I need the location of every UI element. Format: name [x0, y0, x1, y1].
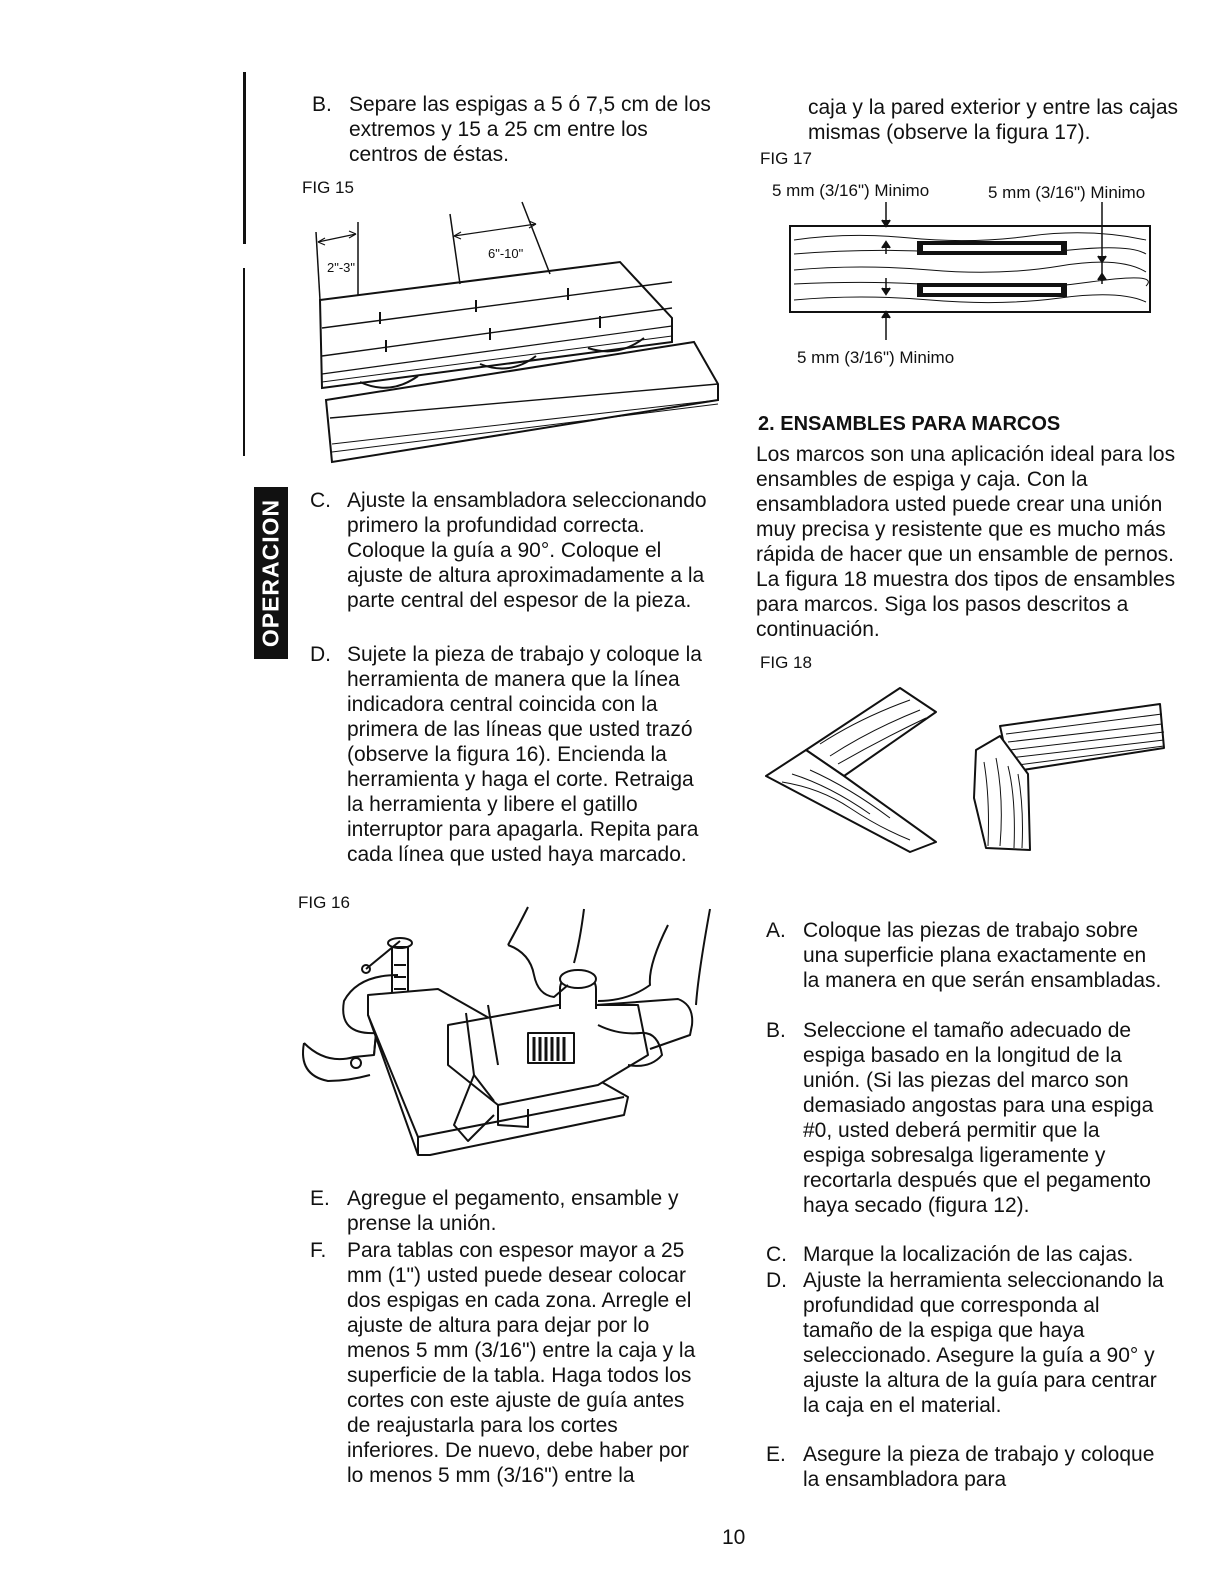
right-item-a: [766, 918, 1166, 993]
fig15-label: FIG 15: [302, 178, 354, 197]
fig15-dimension-centers: 6"-10": [488, 246, 524, 261]
fig18-label: FIG 18: [760, 653, 812, 672]
left-item-b: [312, 92, 712, 167]
item-text: Ajuste la herramienta seleccionando la profundidad que corresponda al tamaño de la espiga que haya seleccionado. Asegure la guía a 90° y ajuste la altura de la guía para centrar la caja en el material.: [803, 1269, 1164, 1417]
right-continued-text: caja y la pared exterior y entre las cajas mismas (observe la figura 17).: [808, 96, 1179, 144]
fig18-illustration: [760, 678, 1170, 858]
margin-bar-middle: [243, 268, 245, 456]
fig16-label: FIG 16: [298, 893, 350, 912]
left-item-d: [310, 642, 710, 867]
right-item-d: [766, 1268, 1166, 1418]
item-text: Seleccione el tamaño adecuado de espiga basado en la longitud de la unión. (Si las piezas del marco son demasiado angostas para una espiga #0, usted deberá permitir que la espiga sobresalga ligeramente y recortarla después que el pegamento haya secado (figura 12).: [803, 1019, 1154, 1217]
left-item-e: [310, 1186, 710, 1236]
side-tab-label: OPERACION: [257, 498, 284, 648]
fig17-dimension-top-left: 5 mm (3/16") Minimo: [772, 181, 930, 200]
item-letter: B.: [766, 1019, 786, 1042]
left-item-f: [310, 1238, 710, 1488]
item-text: Para tablas con espesor mayor a 25 mm (1") usted puede desear colocar dos espigas en cada zona. Arregle el ajuste de altura para dejar por lo menos 5 mm (3/16") entre la caja y la superficie de la tabla. Haga todos los cortes con este ajuste de guía antes de reajustarla para los cortes inferiores. De nuevo, debe haber por lo menos 5 mm (3/16") entre la: [347, 1239, 696, 1487]
item-letter: E.: [766, 1443, 786, 1466]
item-text: Sujete la pieza de trabajo y coloque la herramienta de manera que la línea indicadora central coincida con la primera de las líneas que usted trazó (observe la figura 16). Encienda la herramienta y haga el corte. Retraiga la herramienta y libere el gatillo interruptor para apagarla. Repita para cada línea que usted haya marcado.: [347, 643, 702, 866]
item-letter: C.: [310, 489, 331, 512]
fig16-illustration: [298, 905, 718, 1175]
item-text: Ajuste la ensambladora seleccionando primero la profundidad correcta. Coloque la guía a 90°. Coloque el ajuste de altura aproximadamente a la parte central del espesor de la pieza.: [347, 489, 707, 612]
fig17-dimension-top-right: 5 mm (3/16") Minimo: [988, 183, 1146, 202]
right-item-e: [766, 1442, 1166, 1492]
operacion-side-tab: [254, 487, 288, 659]
item-text: Agregue el pegamento, ensamble y prense la unión.: [347, 1187, 679, 1235]
item-letter: E.: [310, 1187, 330, 1210]
item-text: Marque la localización de las cajas.: [803, 1243, 1134, 1266]
section-intro: Los marcos son una aplicación ideal para los ensambles de espiga y caja. Con la ensambladora usted puede crear una unión muy precisa y resistente que es mucho más rápida de hacer que un ensamble de pernos. La figura 18 muestra dos tipos de ensambles para marcos. Siga los pasos descritos a continuación.: [756, 443, 1176, 641]
margin-bar-top: [243, 72, 246, 244]
item-letter: A.: [766, 919, 786, 942]
item-text: Coloque las piezas de trabajo sobre una superficie plana exactamente en la manera en que serán ensambladas.: [803, 919, 1162, 992]
fig17-dimension-bottom: 5 mm (3/16") Minimo: [797, 348, 955, 367]
fig15-dimension-ends: 2"-3": [327, 260, 356, 275]
item-letter: C.: [766, 1243, 787, 1266]
right-item-b: [766, 1018, 1166, 1218]
item-letter: D.: [310, 643, 331, 666]
fig17-illustration: [770, 200, 1170, 340]
item-letter: B.: [312, 93, 332, 116]
left-item-c: [310, 488, 710, 613]
item-letter: D.: [766, 1269, 787, 1292]
item-letter: F.: [310, 1239, 327, 1262]
right-item-c: [766, 1242, 1166, 1267]
item-text: Separe las espigas a 5 ó 7,5 cm de los extremos y 15 a 25 cm entre los centros de éstas.: [349, 93, 711, 166]
page-number: 10: [722, 1526, 746, 1549]
fig15-illustration: [300, 200, 730, 460]
item-text: Asegure la pieza de trabajo y coloque la ensambladora para: [803, 1443, 1155, 1491]
fig17-label: FIG 17: [760, 149, 812, 168]
section-title: 2. ENSAMBLES PARA MARCOS: [758, 413, 1061, 435]
